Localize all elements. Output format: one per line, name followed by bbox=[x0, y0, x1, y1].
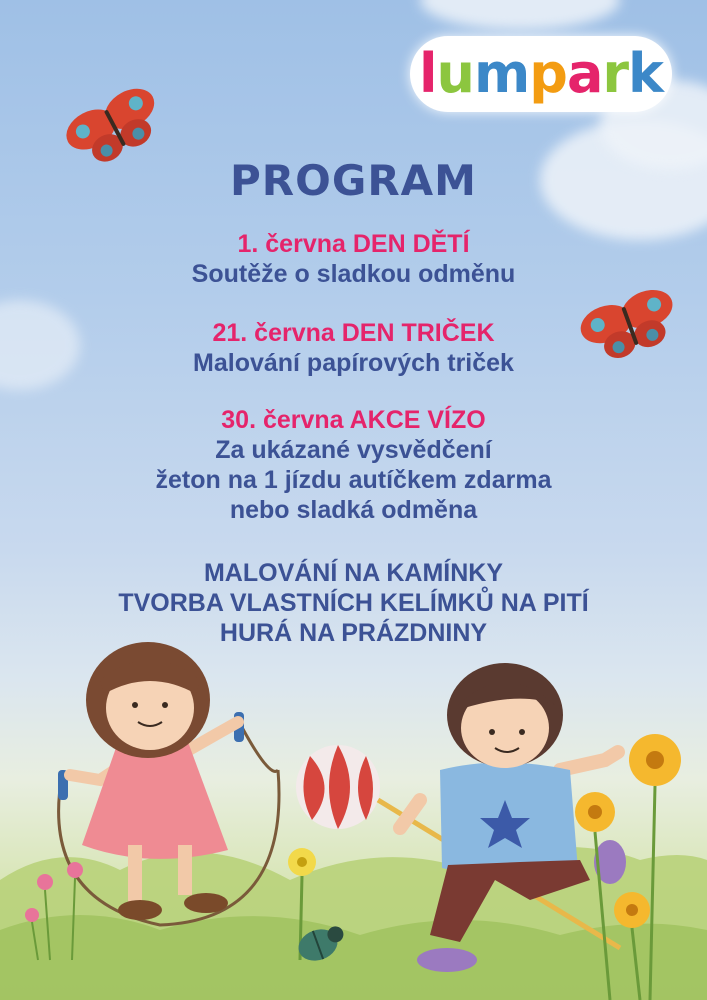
logo-letter: k bbox=[628, 42, 663, 105]
event-date: 30. června AKCE VÍZO bbox=[221, 406, 486, 434]
extras-list bbox=[0, 558, 707, 648]
extra-item: HURÁ NA PRÁZDNINY bbox=[219, 619, 488, 647]
event-line: Soutěže o sladkou odměnu bbox=[191, 260, 516, 288]
event-line: nebo sladká odměna bbox=[229, 496, 478, 524]
flower-icon bbox=[614, 892, 650, 928]
event-3 bbox=[0, 405, 707, 525]
flower-icon bbox=[629, 734, 681, 786]
event-line: Malování papírových triček bbox=[193, 349, 514, 377]
page-title: PROGRAM bbox=[230, 156, 477, 205]
logo-letter: l bbox=[419, 42, 437, 105]
logo-letter: r bbox=[602, 42, 629, 105]
logo-letter: p bbox=[529, 42, 567, 105]
event-line: Za ukázané vysvědčení bbox=[215, 436, 492, 464]
flower-icon bbox=[575, 792, 615, 832]
event-2 bbox=[0, 318, 707, 378]
extra-item: TVORBA VLASTNÍCH KELÍMKŮ NA PITÍ bbox=[118, 589, 589, 617]
event-date: 1. června DEN DĚTÍ bbox=[237, 230, 470, 258]
flower-icon bbox=[288, 848, 316, 876]
extra-item: MALOVÁNÍ NA KAMÍNKY bbox=[203, 559, 504, 587]
logo-letter: a bbox=[566, 42, 603, 105]
logo-letter: u bbox=[436, 42, 474, 105]
event-1 bbox=[0, 229, 707, 289]
event-line: žeton na 1 jízdu autíčkem zdarma bbox=[155, 466, 552, 494]
event-date: 21. června DEN TRIČEK bbox=[212, 319, 495, 347]
logo-letter: m bbox=[474, 42, 530, 105]
